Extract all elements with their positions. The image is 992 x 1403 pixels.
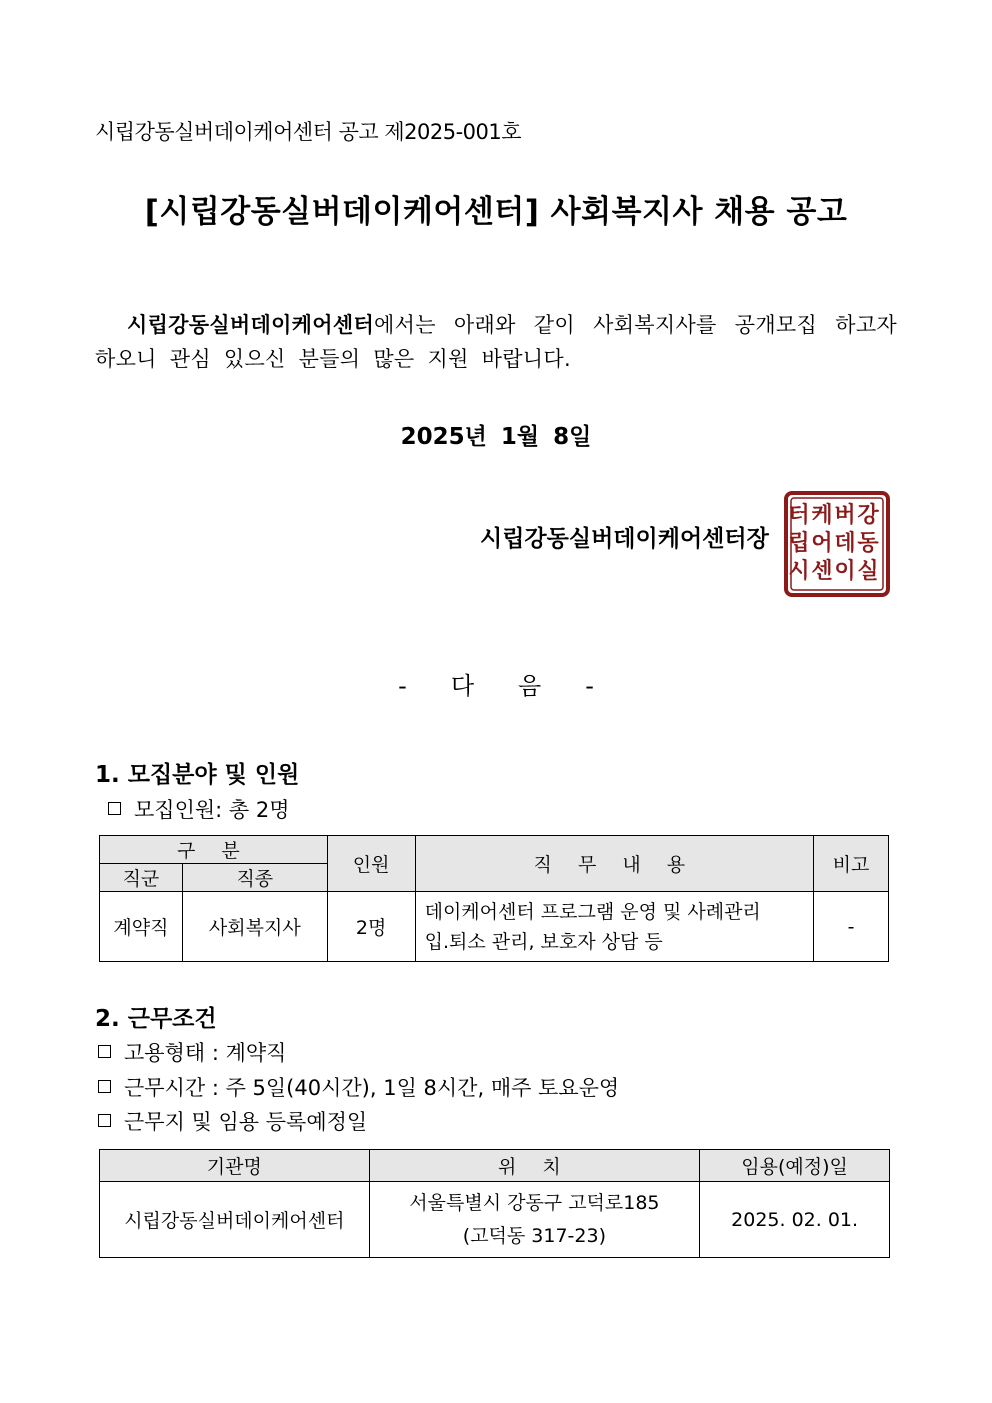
official-seal: [783, 490, 891, 598]
checkbox-icon: [98, 1080, 111, 1093]
recruit-count-text: 모집인원: 총 2명: [134, 798, 290, 822]
cell-date: 2025. 02. 01.: [700, 1182, 890, 1258]
condition-item-1: [98, 1037, 286, 1067]
seal-glyph: 어: [811, 531, 833, 556]
seal-glyph: 강: [857, 503, 879, 528]
seal-glyph: 버: [834, 503, 856, 528]
table-row: [100, 892, 889, 962]
header-duty: 직 무 내 용: [415, 836, 813, 892]
header-count: 인원: [327, 836, 415, 892]
intro-paragraph: [95, 308, 897, 376]
recruit-table: [99, 835, 889, 962]
header-org: 기관명: [100, 1150, 370, 1182]
dash-left: -: [398, 672, 407, 700]
checkbox-icon: [98, 1045, 111, 1058]
seal-glyph: 데: [834, 531, 856, 556]
table-row: [100, 1182, 890, 1258]
cell-location: [369, 1182, 700, 1258]
next-heading: [0, 666, 992, 701]
cell-count: 2명: [327, 892, 415, 962]
duty-line-1: 데이케어센터 프로그램 운영 및 사례관리: [424, 900, 761, 923]
header-rank: 직군: [100, 864, 183, 892]
section-2-heading: 2. 근무조건: [95, 1006, 217, 1032]
seal-glyph: 동: [857, 531, 879, 556]
header-group: 구 분: [100, 836, 328, 864]
condition-item-2: [98, 1072, 619, 1102]
seal-glyph: 립: [788, 531, 810, 556]
notice-number: 시립강동실버데이케어센터 공고 제2025-001호: [95, 120, 522, 144]
seal-glyph: 이: [834, 559, 856, 584]
cell-duty: [415, 892, 813, 962]
recruit-count-item: [108, 794, 290, 824]
header-type: 직종: [182, 864, 327, 892]
cell-note: -: [814, 892, 889, 962]
dash-right: -: [585, 672, 594, 700]
seal-glyph: 시: [788, 559, 810, 584]
header-location: 위 치: [369, 1150, 700, 1182]
condition-text-2: 근무시간 : 주 5일(40시간), 1일 8시간, 매주 토요운영: [124, 1076, 620, 1100]
intro-text: 에서는 아래와 같이 사회복지사를 공개모집 하고자 하오니 관심 있으신 분들의 많은 지원 바랍니다.: [95, 313, 897, 371]
workplace-table: [99, 1149, 890, 1258]
page-title: [시립강동실버데이케어센터] 사회복지사 채용 공고: [144, 194, 848, 230]
condition-text-3: 근무지 및 임용 등록예정일: [124, 1110, 368, 1134]
seal-glyph: 실: [857, 559, 879, 584]
header-date: 임용(예정)일: [700, 1150, 890, 1182]
intro-org-name: 시립강동실버데이케어센터: [127, 313, 375, 337]
condition-item-3: [98, 1106, 367, 1136]
signer-name: 시립강동실버데이케어센터장: [480, 526, 769, 552]
checkbox-icon: [98, 1114, 111, 1127]
next-word-2: 음: [518, 672, 542, 700]
header-note: 비고: [814, 836, 889, 892]
location-line-1: 서울특별시 강동구 고덕로185: [409, 1191, 660, 1214]
section-1-heading: 1. 모집분야 및 인원: [95, 762, 300, 788]
duty-line-2: 입.퇴소 관리, 보호자 상담 등: [424, 930, 663, 953]
cell-rank: 계약직: [100, 892, 183, 962]
location-line-2: (고덕동 317-23): [462, 1224, 607, 1247]
seal-glyph: 센: [811, 559, 833, 584]
cell-type: 사회복지사: [182, 892, 327, 962]
seal-glyph: 터: [788, 503, 810, 528]
checkbox-icon: [108, 802, 121, 815]
seal-glyph: 케: [811, 503, 833, 528]
next-word-1: 다: [450, 672, 474, 700]
cell-org: 시립강동실버데이케어센터: [100, 1182, 370, 1258]
notice-date: 2025년 1월 8일: [400, 424, 592, 450]
condition-text-1: 고용형태 : 계약직: [124, 1041, 287, 1065]
